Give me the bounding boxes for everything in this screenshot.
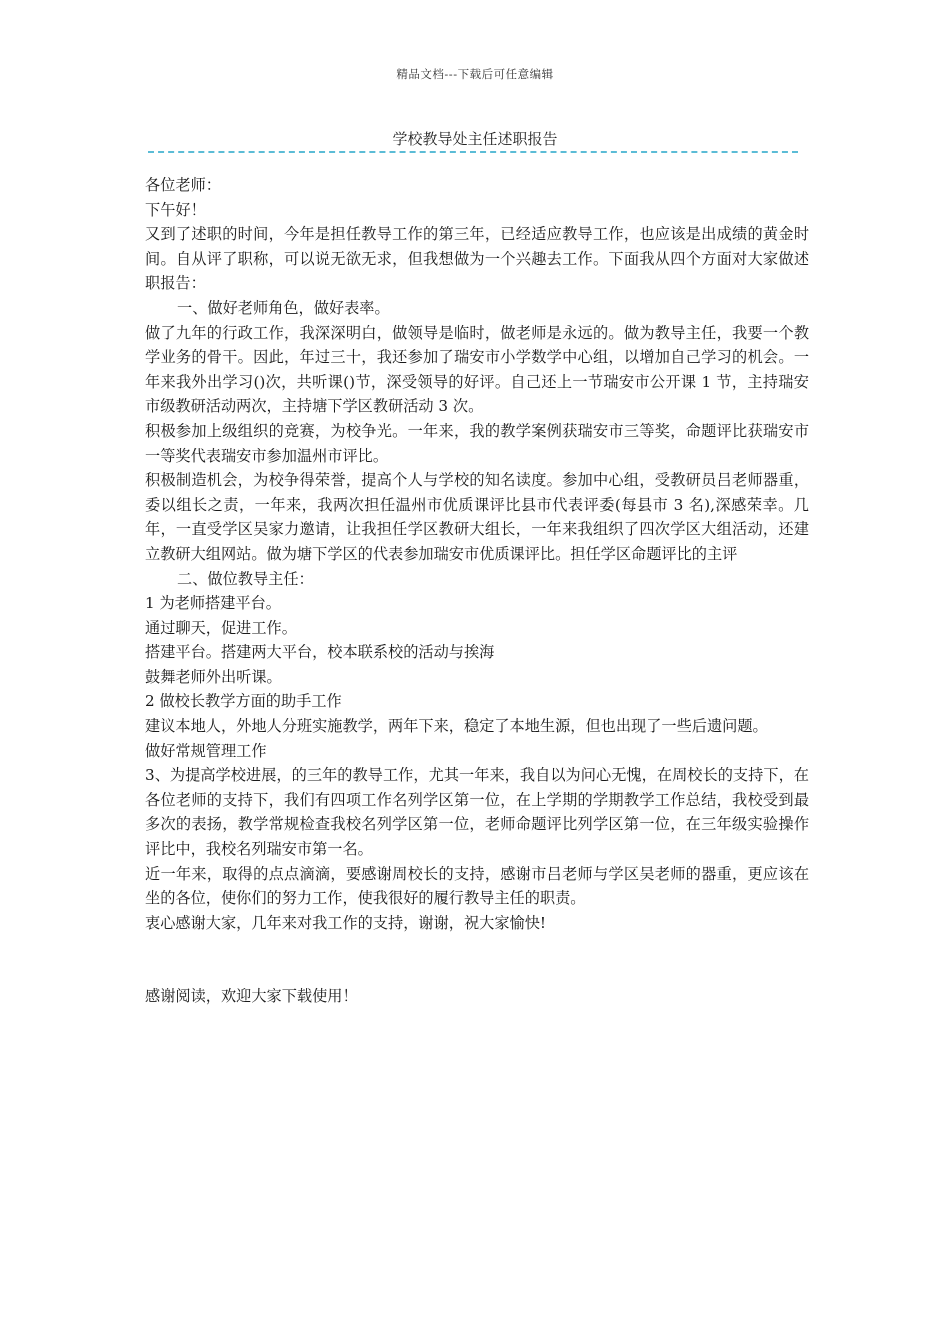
body-paragraph: 3、为提高学校进展，的三年的教导工作，尤其一年来，我自以为问心无愧，在周校长的支持下，在各位老师的支持下，我们有四项工作名列学区第一位，在上学期的学期教学工作总结，我校受到最多次的表扬，教学常规检查我校名列学区第一位，老师命题评比列学区第一位，在三年级实验操作评比中，我校名列瑞安市第一名。 [145, 766, 809, 859]
list-item: 做好常规管理工作 [145, 741, 267, 760]
intro-paragraph: 又到了述职的时间，今年是担任教导工作的第三年，已经适应教导工作，也应该是出成绩的黄金时间。自从评了职称，可以说无欲无求，但我想做为一个兴趣去工作。下面我从四个方面对大家做述职报告： [145, 225, 809, 293]
section-heading-1: 一、做好老师角色，做好表率。 [177, 298, 390, 317]
list-item: 搭建平台。搭建两大平台，校本联系校的活动与挨海 [145, 643, 495, 662]
list-item: 1 为老师搭建平台。 [145, 594, 281, 613]
body-paragraph: 近一年来，取得的点点滴滴，要感谢周校长的支持，感谢市吕老师与学区吴老师的器重，更应该在坐的各位，使你们的努力工作，使我很好的履行教导主任的职责。 [145, 864, 809, 908]
body-paragraph: 积极参加上级组织的竞赛，为校争光。一年来，我的教学案例获瑞安市三等奖，命题评比获瑞安市一等奖代表瑞安市参加温州市评比。 [145, 421, 809, 465]
document-title: 学校教导处主任述职报告 [392, 130, 558, 148]
body-paragraph: 做了九年的行政工作，我深深明白，做领导是临时，做老师是永远的。做为教导主任，我要一个教学业务的骨干。因此，年过三十，我还参加了瑞安市小学数学中心组，以增加自己学习的机会。一年来我外出学习()次，共听课()节，深受领导的好评。自己还上一节瑞安市公开课 1 节，主持瑞安市级教研活动两次，主持塘下学区教研活动 3 次。 [145, 323, 809, 416]
list-item: 通过聊天，促进工作。 [145, 618, 297, 637]
title-divider [148, 151, 798, 153]
salutation: 各位老师： [145, 176, 221, 194]
greeting: 下午好！ [145, 200, 206, 219]
body-paragraph: 积极制造机会，为校争得荣誉，提高个人与学校的知名读度。参加中心组，受教研员吕老师器重，委以组长之责，一年来，我两次担任温州市优质课评比县市代表评委(每县市 3 名),深感荣幸。几年，一直受学区吴家力邀请，让我担任学区教研大组长，一年来我组织了四次学区大组活动，还建立教研大组网站。做为塘下学区的代表参加瑞安市优质课评比。担任学区命题评比的主评 [145, 471, 809, 563]
closing-note: 感谢阅读，欢迎大家下载使用！ [145, 987, 358, 1006]
document-body [145, 173, 809, 1009]
list-item: 鼓舞老师外出听课。 [145, 667, 282, 686]
list-item: 2 做校长教学方面的助手工作 [145, 692, 342, 711]
section-heading-2: 二、做位教导主任： [177, 569, 314, 588]
thanks-paragraph: 衷心感谢大家，几年来对我工作的支持，谢谢，祝大家愉快! [145, 913, 546, 932]
header-note: 精品文档---下载后可任意编辑 [396, 67, 554, 81]
spacer [145, 935, 809, 984]
body-paragraph: 建议本地人，外地人分班实施教学，两年下来，稳定了本地生源，但也出现了一些后遗问题。 [145, 717, 768, 736]
